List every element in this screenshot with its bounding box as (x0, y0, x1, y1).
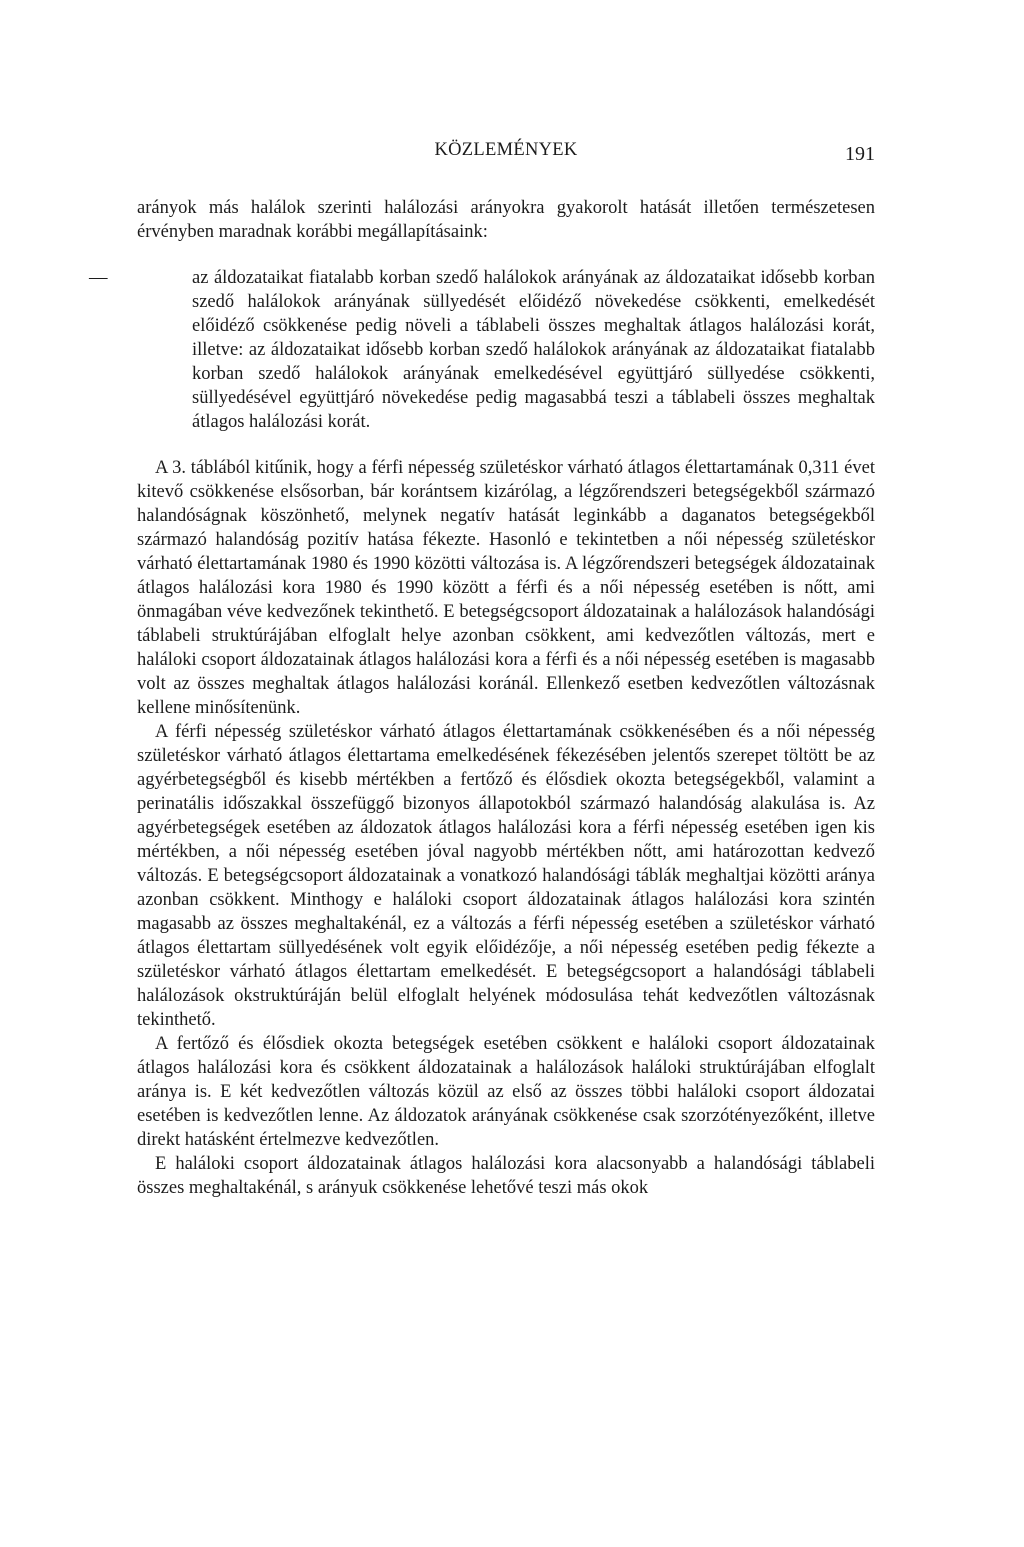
running-header (137, 138, 875, 168)
section-title: KÖZLEMÉNYEK (434, 140, 578, 160)
article-body (89, 196, 875, 1200)
paragraph: A 3. táblából kitűnik, hogy a férfi népesség születéskor várható átlagos élettartamának 0,311 évet kitevő csökkenése elsősorban, bár korántsem kizárólag, a légzőrendszeri betegségekből származó halandóságnak köszönhető, melynek negatív hatását leginkább a daganatos betegségekből származó halandóság pozitív hatása fékezte. Hasonló e tekintetben a női népesség születéskor várható élettartamának 1980 és 1990 közötti változása is. A légzőrendszeri betegségek áldozatainak átlagos halálozási kora 1980 és 1990 között a férfi és a női népesség esetében is nőtt, ami önmagában véve kedvezőnek tekinthető. E betegségcsoport áldozatainak a halálozások halandósági táblabeli struktúrájában elfoglalt helye azonban csökkent, ami kedvezőtlen változás, mert e haláloki csoport áldozatainak átlagos halálozási kora a férfi és a női népesség esetében is magasabb volt az összes meghaltak átlagos halálozási koránál. Ellenkező esetben kedvezőtlen változásnak kellene minősítenünk. (137, 458, 875, 718)
em-dash-bullet: — (89, 268, 108, 288)
paragraph: A fertőző és élősdiek okozta betegségek esetében csökkent e haláloki csoport áldozatainak átlagos halálozási kora és csökkent áldozatainak a halálozások haláloki struktúrájában elfoglalt aránya is. E két kedvezőtlen változás közül az első az összes többi haláloki csoport áldozatai esetében is kedvezőtlen lenne. Az áldozatok arányának csökkenése csak szorzótényezőként, illetve direkt hatásként értelmezve kedvezőtlen. (137, 1034, 875, 1150)
paragraph-continuation: arányok más halálok szerinti halálozási arányokra gyakorolt hatását illetően természetesen érvényben maradnak korábbi megállapításaink: (137, 198, 875, 242)
dash-list-item (89, 266, 875, 434)
paragraph: E haláloki csoport áldozatainak átlagos halálozási kora alacsonyabb a halandósági táblabeli összes meghaltakénál, s arányuk csökkenése lehetővé teszi más okok (137, 1154, 875, 1198)
paragraph: A férfi népesség születéskor várható átlagos élettartamának csökkenésében és a női népesség születéskor várható átlagos élettartama emelkedésének fékezésében jelentős szerepet töltött be az agyérbetegségből és kisebb mértékben a fertőző és élősdiek okozta betegségekből, valamint a perinatális időszakkal összefüggő bizonyos állapotokból származó halandóság alakulása is. Az agyérbetegségek esetében az áldozatok átlagos halálozási kora a férfi népesség esetében igen kis mértékben, a női népesség esetében jóval nagyobb mértékben nőtt, ami határozottan kedvező változás. E betegségcsoport áldozatainak a vonatkozó halandósági táblák meghaltjai közötti aránya azonban csökkent. Minthogy e haláloki csoport áldozatainak átlagos halálozási kora szintén magasabb az összes meghaltakénál, ez a változás a férfi népesség esetében a születéskor várható átlagos élettartam süllyedésének volt egyik előidézője, a női népesség esetében pedig fékezte a születéskor várható átlagos élettartam emelkedését. E betegségcsoport a halandósági táblabeli halálozások okstruktúráján belül elfoglalt helyének módosulása tehát kedvezőtlen változásnak tekinthető. (137, 722, 875, 1030)
page-number: 191 (845, 143, 875, 165)
document-page (89, 138, 875, 1200)
list-item-text: az áldozataikat fiatalabb korban szedő halálokok arányának az áldozataikat idősebb korban szedő halálokok arányának süllyedését előidéző növekedése csökkenti, emelkedését előidéző csökkenése pedig növeli a táblabeli összes meghaltak átlagos halálozási korát, illetve: az áldozataikat idősebb korban szedő halálokok arányának az áldozataikat fiatalabb korban szedő halálokok arányának emelkedésével együttjáró süllyedése csökkenti, süllyedésével együttjáró növekedése pedig magasabbá teszi a táblabeli összes meghaltak átlagos halálozási korát. (192, 268, 875, 432)
